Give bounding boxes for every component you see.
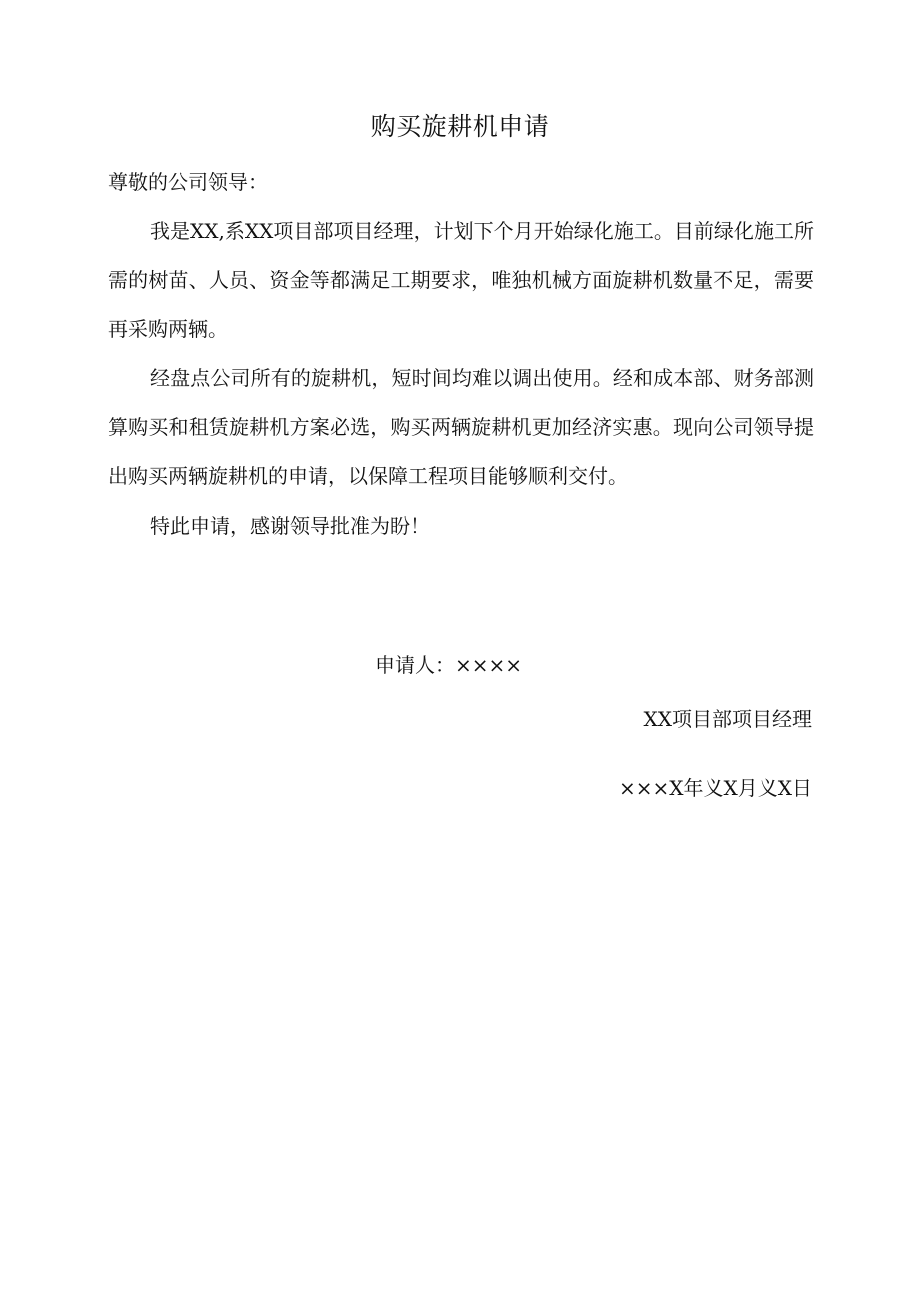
salutation: 尊敬的公司领导： bbox=[108, 170, 268, 194]
paragraph-1: 我是XX,系XX项目部项目经理，计划下个月开始绿化施工。目前绿化施工所需的树苗、人员、资金等都满足工期要求，唯独机械方面旋耕机数量不足，需要再采购两辆。 bbox=[108, 219, 814, 341]
application-date: ×××X年义X月义X日 bbox=[619, 776, 812, 800]
paragraph-3: 特此申请，感谢领导批准为盼！ bbox=[150, 514, 430, 538]
document-title: 购买旋耕机申请 bbox=[370, 112, 550, 141]
applicant-signature: 申请人：×××× bbox=[375, 653, 523, 677]
applicant-position: XX项目部项目经理 bbox=[643, 707, 812, 731]
paragraph-2: 经盘点公司所有的旋耕机，短时间均难以调出使用。经和成本部、财务部测算购买和租赁旋耕机方案必选，购买两辆旋耕机更加经济实惠。现向公司领导提出购买两辆旋耕机的申请，以保障工程项目能够顺利交付。 bbox=[108, 366, 814, 488]
